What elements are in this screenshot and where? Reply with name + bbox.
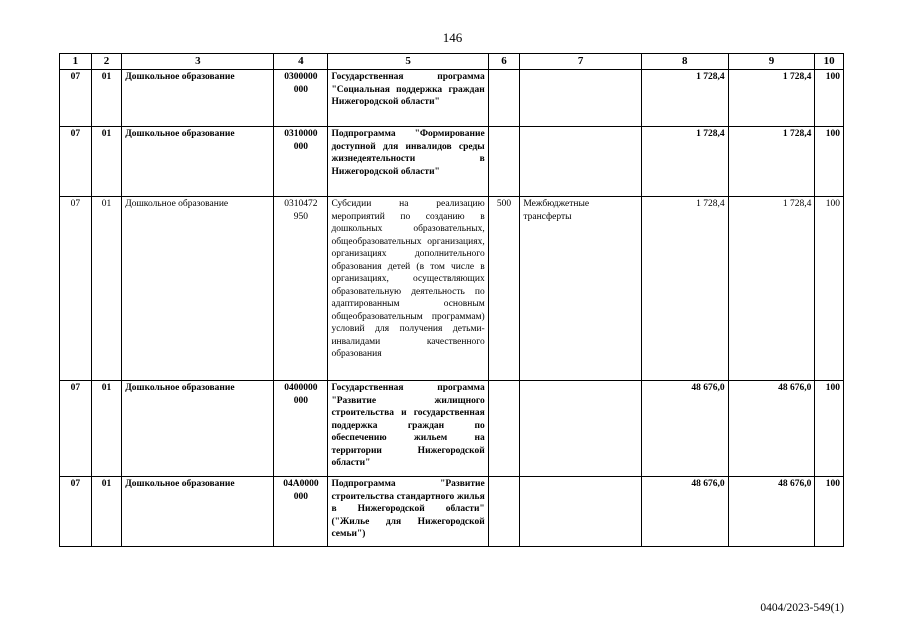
column-header: 9 (728, 54, 815, 70)
section-name: Дошкольное образование (122, 70, 274, 127)
amount-executed: 1 728,4 (728, 70, 815, 127)
execution-percent: 100 (815, 197, 844, 381)
execution-percent: 100 (815, 127, 844, 197)
expense-type-code (488, 127, 520, 197)
column-header: 5 (328, 54, 488, 70)
expense-type-name (520, 70, 641, 127)
column-header: 6 (488, 54, 520, 70)
subsection-code: 01 (91, 127, 122, 197)
section-name: Дошкольное образование (122, 477, 274, 547)
amount-planned: 48 676,0 (641, 381, 728, 477)
subsection-code: 01 (91, 477, 122, 547)
expense-type-name (520, 381, 641, 477)
subsection-code: 01 (91, 197, 122, 381)
execution-percent: 100 (815, 381, 844, 477)
section-code: 07 (60, 70, 92, 127)
amount-planned: 48 676,0 (641, 477, 728, 547)
item-description: Государственная программа "Социальная поддержка граждан Нижегородской области" (328, 70, 488, 127)
column-header: 2 (91, 54, 122, 70)
expense-type-code (488, 381, 520, 477)
amount-executed: 1 728,4 (728, 197, 815, 381)
target-article-code: 0310000 000 (274, 127, 328, 197)
item-description: Государственная программа "Развитие жилищного строительства и государственная поддержка граждан по обеспечению жильем на территории Нижегородской области" (328, 381, 488, 477)
column-header: 8 (641, 54, 728, 70)
target-article-code: 0400000 000 (274, 381, 328, 477)
column-header: 1 (60, 54, 92, 70)
table-row (60, 381, 844, 477)
table-row (60, 477, 844, 547)
item-description: Подпрограмма "Формирование доступной для инвалидов среды жизнедеятельности в Нижегородской области" (328, 127, 488, 197)
section-name: Дошкольное образование (122, 197, 274, 381)
section-code: 07 (60, 197, 92, 381)
section-code: 07 (60, 477, 92, 547)
expense-type-code (488, 70, 520, 127)
budget-table (59, 53, 844, 547)
column-header: 4 (274, 54, 328, 70)
expense-type-code: 500 (488, 197, 520, 381)
expense-type-name: Межбюджетные трансферты (520, 197, 641, 381)
expense-type-code (488, 477, 520, 547)
target-article-code: 0310472 950 (274, 197, 328, 381)
column-header: 7 (520, 54, 641, 70)
target-article-code: 04А0000 000 (274, 477, 328, 547)
execution-percent: 100 (815, 477, 844, 547)
item-description: Подпрограмма "Развитие строительства стандартного жилья в Нижегородской области" ("Жилье для Нижегородской семьи") (328, 477, 488, 547)
section-name: Дошкольное образование (122, 381, 274, 477)
subsection-code: 01 (91, 381, 122, 477)
table-row (60, 127, 844, 197)
subsection-code: 01 (91, 70, 122, 127)
page-number: 146 (442, 30, 463, 45)
section-name: Дошкольное образование (122, 127, 274, 197)
execution-percent: 100 (815, 70, 844, 127)
expense-type-name (520, 477, 641, 547)
table-row (60, 70, 844, 127)
target-article-code: 0300000 000 (274, 70, 328, 127)
column-header: 10 (815, 54, 844, 70)
table-header-row (60, 54, 844, 70)
column-header: 3 (122, 54, 274, 70)
table-row (60, 197, 844, 381)
section-code: 07 (60, 381, 92, 477)
amount-planned: 1 728,4 (641, 197, 728, 381)
expense-type-name (520, 127, 641, 197)
amount-planned: 1 728,4 (641, 127, 728, 197)
amount-executed: 48 676,0 (728, 381, 815, 477)
amount-executed: 48 676,0 (728, 477, 815, 547)
item-description: Субсидии на реализацию мероприятий по созданию в дошкольных образовательных, общеобразовательных организациях, организациях дополнительного образования детей (в том числе в организациях, осуществляющих образовательную деятельность по адаптированным основным общеобразовательным программам) условий для получения детьми-инвалидами качественного образования (328, 197, 488, 381)
document-code: 0404/2023-549(1) (760, 602, 844, 614)
amount-executed: 1 728,4 (728, 127, 815, 197)
section-code: 07 (60, 127, 92, 197)
amount-planned: 1 728,4 (641, 70, 728, 127)
